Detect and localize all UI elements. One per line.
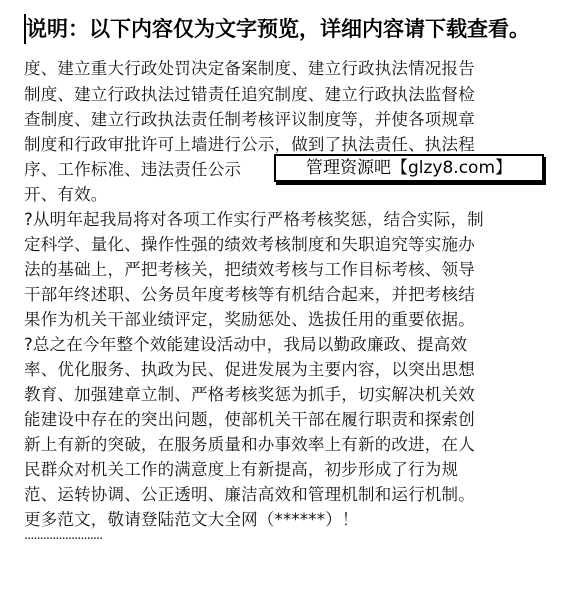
body-line: 开、有效。 [24, 185, 108, 204]
body-line: 制度和行政审批许可上墙进行公示，做到了执法责任、执法程 [24, 135, 475, 154]
body-line: 范、运转协调、公正透明、廉洁高效和管理机制和运行机制。 [24, 485, 475, 504]
watermark-banner: 管理资源吧【glzy8.com】 [274, 154, 544, 182]
body-line: 查制度、建立行政执法责任制考核评议制度等，并使各项规章 [24, 110, 475, 129]
trailing-dots: ························· [24, 532, 103, 547]
body-line: 果作为机关干部业绩评定，奖励惩处、选拔任用的重要依据。 [24, 310, 475, 329]
body-line: 制度、建立行政执法过错责任追究制度、建立行政执法监督检 [24, 85, 475, 104]
body-line: 序、工作标准、违法责任公示 [24, 160, 242, 179]
body-line: 干部年终述职、公务员年度考核等有机结合起来，并把考核结 [24, 285, 475, 304]
body-line: 能建设中存在的突出问题，使部机关干部在履行职责和探索创 [24, 410, 475, 429]
preview-notice: 说明：以下内容仅为文字预览，详细内容请下载查看。 [26, 17, 530, 41]
body-line: ?总之在今年整个效能建设活动中，我局以勤政廉政、提高效 [24, 335, 468, 354]
body-line: 民群众对机关工作的满意度上有新提高，初步形成了行为规 [24, 460, 459, 479]
body-line: 更多范文，敬请登陆范文大全网（******）！ [24, 510, 359, 529]
body-line: 定科学、量化、操作性强的绩效考核制度和失职追究等实施办 [24, 235, 475, 254]
body-line: 度、建立重大行政处罚决定备案制度、建立行政执法情况报告 [24, 59, 475, 78]
body-line: 新上有新的突破，在服务质量和办事效率上有新的改进，在人 [24, 435, 475, 454]
body-line: 率、优化服务、执政为民、促进发展为主要内容，以突出思想 [24, 360, 475, 379]
body-line: 教育、加强建章立制、严格考核奖惩为抓手，切实解决机关效 [24, 385, 475, 404]
body-line: 法的基础上，严把考核关，把绩效考核与工作目标考核、领导 [24, 260, 475, 279]
body-line: ?从明年起我局将对各项工作实行严格考核奖惩，结合实际，制 [24, 210, 484, 229]
